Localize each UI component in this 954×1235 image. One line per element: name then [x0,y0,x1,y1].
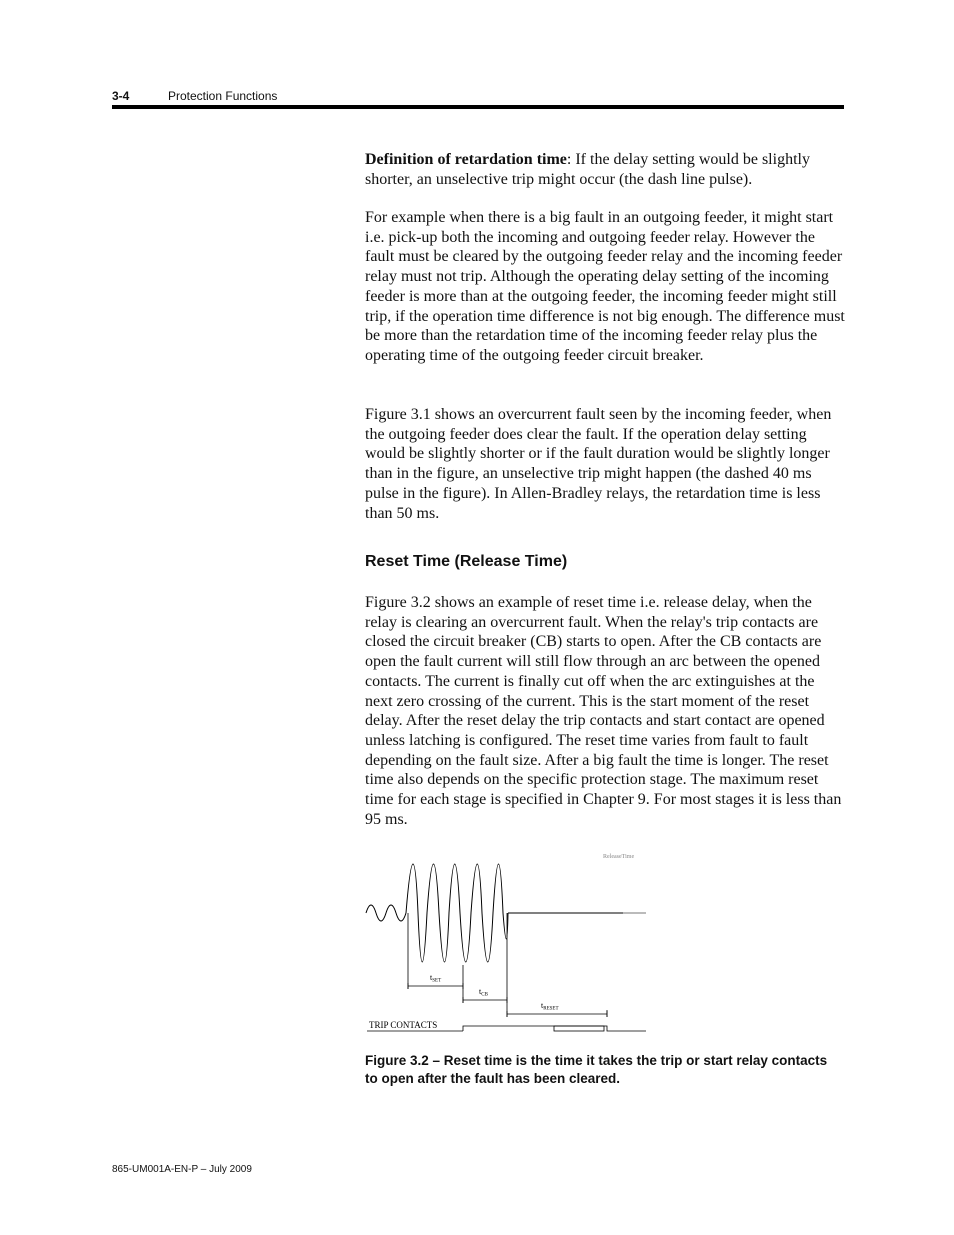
paragraph-reset-time: Figure 3.2 shows an example of reset time i.e. release delay, when the relay is clearing an overcurrent fault. When the relay's trip contacts are closed the circuit breaker (CB) starts to open. After the CB contacts are open the fault current will still flow through an arc between the opened contacts. The current is finally cut off when the arc extinguishes at the next zero crossing of the current. This is the start moment of the reset delay. After the reset delay the trip contacts and start contact are opened unless latching is configured. The reset time varies from fault to fault depending on the fault size. After a big fault the time is longer. The reset time also depends on the specific protection stage. The maximum reset time for each stage is specified in Chapter 9. For most stages it is less than 95 ms. [365,594,842,828]
figure-tag: ReleaseTime [603,854,635,860]
trip-pulse [463,1026,646,1031]
header-rule [112,105,844,109]
paragraph-example: For example when there is a big fault in an outgoing feeder, it might start i.e. pick-up both the incoming and outgoing feeder relay. However the fault must be cleared by the outgoing feeder relay and the incoming feeder relay must not trip. Although the operating delay setting of the incoming feeder is more than at the outgoing feeder, the incoming feeder might still trip, if the operation time difference is not big enough. The difference must be more than the retardation time of the incoming feeder relay plus the operating time of the outgoing feeder circuit breaker. [365,209,845,364]
running-header: Protection Functions [168,89,278,103]
paragraph-definition [365,150,845,189]
reset-time-figure [360,845,660,1040]
fault-waveform [406,864,508,962]
t-set-label: tSET [430,973,442,984]
t-cb-label: tCB [479,987,488,998]
definition-term: Definition of retardation time [365,151,567,168]
figure-caption: Figure 3.2 – Reset time is the time it takes the trip or start relay contacts to open after the fault has been cleared. [365,1053,828,1086]
t-reset-label: tRESET [541,1001,559,1012]
paragraph-figure-3-1: Figure 3.1 shows an overcurrent fault seen by the incoming feeder, when the outgoing feeder does clear the fault. If the operation delay setting would be slightly shorter or if the fault duration would be slightly longer than in the figure, an unselective trip might happen (the dashed 40 ms pulse in the figure). In Allen-Bradley relays, the retardation time is less than 50 ms. [365,406,832,522]
page-number: 3-4 [112,89,130,103]
section-heading: Reset Time (Release Time) [365,553,568,570]
prefault-waveform [366,905,406,921]
trip-contacts-label: TRIP CONTACTS [369,1020,438,1030]
definition-text: : If the delay setting would be slightly shorter, an unselective trip might occur (the dash line pulse). [365,151,810,188]
trip-dashed-pulse [554,1026,604,1031]
footer-publication: 865-UM001A-EN-P – July 2009 [112,1164,252,1175]
